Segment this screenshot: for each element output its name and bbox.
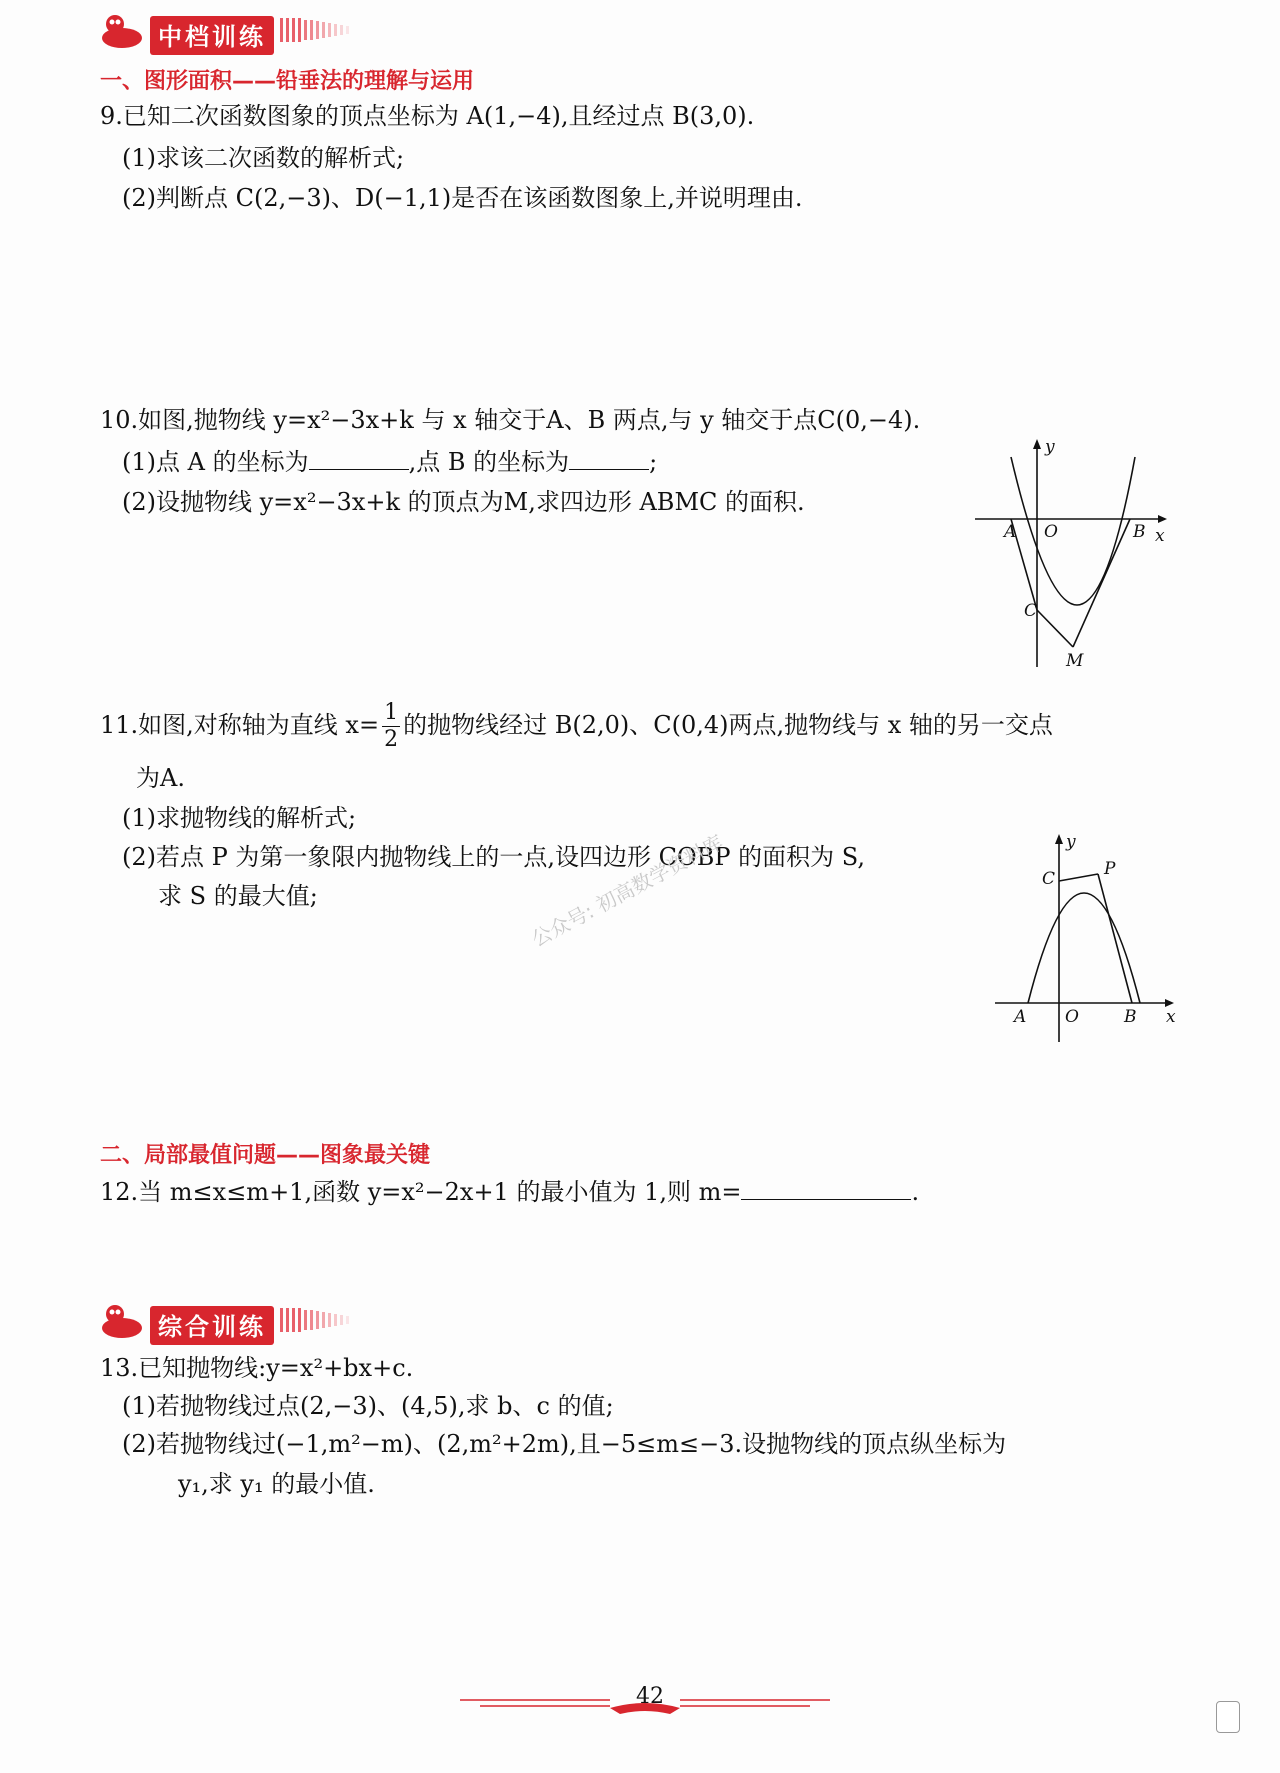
q10-part1-text-a: (1)点 A 的坐标为 bbox=[122, 448, 309, 476]
answer-blank-a[interactable] bbox=[309, 445, 409, 470]
question-13-stem: 13.已知抛物线:y=x²+bx+c. bbox=[100, 1354, 414, 1382]
badge-title: 综合训练 bbox=[150, 1306, 274, 1345]
question-11-part-2-cont: 求 S 的最大值; bbox=[158, 882, 318, 910]
label-O: O bbox=[1044, 522, 1058, 542]
badge-comprehensive-training bbox=[100, 1298, 360, 1342]
figure-q10-parabola bbox=[975, 435, 1175, 675]
question-13-part-1: (1)若抛物线过点(2,−3)、(4,5),求 b、c 的值; bbox=[122, 1392, 614, 1420]
label-A: A bbox=[1014, 1007, 1027, 1027]
q11-stem-a: 11.如图,对称轴为直线 x= bbox=[100, 711, 380, 739]
label-B: B bbox=[1133, 522, 1146, 542]
question-11-part-1: (1)求抛物线的解析式; bbox=[122, 804, 357, 832]
mascot-icon bbox=[100, 10, 144, 50]
label-y: y bbox=[1066, 832, 1076, 852]
q12-stem: 12.当 m≤x≤m+1,函数 y=x²−2x+1 的最小值为 1,则 m= bbox=[100, 1178, 742, 1206]
question-10-part-2: (2)设抛物线 y=x²−3x+k 的顶点为M,求四边形 ABMC 的面积. bbox=[122, 488, 805, 516]
fraction-numerator: 1 bbox=[384, 700, 399, 725]
badge-mid-training bbox=[100, 8, 360, 52]
label-y: y bbox=[1045, 437, 1055, 457]
question-12 bbox=[100, 1174, 919, 1210]
figure-q11-parabola bbox=[990, 830, 1190, 1045]
badge-stripes-decoration bbox=[280, 1308, 360, 1332]
scroll-handle[interactable] bbox=[1216, 1701, 1240, 1733]
answer-blank-b[interactable] bbox=[569, 445, 649, 470]
question-11-stem bbox=[100, 700, 1053, 753]
q10-part1-text-c: ; bbox=[649, 448, 658, 476]
label-B: B bbox=[1124, 1007, 1137, 1027]
fraction-one-half bbox=[382, 700, 400, 753]
watermark: 公众号: 初高数学资料库 bbox=[527, 830, 727, 952]
segment-CM bbox=[1037, 610, 1073, 647]
question-11-part-2: (2)若点 P 为第一象限内抛物线上的一点,设四边形 COBP 的面积为 S, bbox=[122, 843, 865, 871]
page-number: 42 bbox=[636, 1684, 664, 1709]
label-M: M bbox=[1066, 651, 1084, 671]
question-9-part-2: (2)判断点 C(2,−3)、D(−1,1)是否在该函数图象上,并说明理由. bbox=[122, 184, 803, 212]
segment-PB bbox=[1098, 874, 1132, 1003]
section-heading-1: 一、图形面积——铅垂法的理解与运用 bbox=[100, 69, 475, 94]
label-A: A bbox=[1004, 522, 1017, 542]
segment-MB bbox=[1073, 519, 1130, 647]
section-heading-2: 二、局部最值问题——图象最关键 bbox=[100, 1143, 431, 1168]
question-10-stem: 10.如图,抛物线 y=x²−3x+k 与 x 轴交于A、B 两点,与 y 轴交于点C(0,−4). bbox=[100, 406, 921, 434]
label-x: x bbox=[1166, 1007, 1176, 1027]
question-9-stem: 9.已知二次函数图象的顶点坐标为 A(1,−4),且经过点 B(3,0). bbox=[100, 102, 755, 130]
q12-end: . bbox=[911, 1178, 920, 1206]
question-13-part-2: (2)若抛物线过(−1,m²−m)、(2,m²+2m),且−5≤m≤−3.设抛物线的顶点纵坐标为 bbox=[122, 1430, 1007, 1458]
question-11-stem-cont: 为A. bbox=[136, 764, 185, 792]
question-10-part-1 bbox=[122, 444, 657, 480]
label-x: x bbox=[1155, 526, 1165, 546]
label-C: C bbox=[1024, 601, 1038, 621]
badge-title: 中档训练 bbox=[150, 16, 274, 55]
label-C: C bbox=[1042, 869, 1056, 889]
q11-stem-b: 的抛物线经过 B(2,0)、C(0,4)两点,抛物线与 x 轴的另一交点 bbox=[403, 711, 1053, 739]
answer-blank-m[interactable] bbox=[741, 1175, 911, 1200]
q10-part1-text-b: ,点 B 的坐标为 bbox=[408, 448, 570, 476]
parabola-curve bbox=[1028, 893, 1140, 1003]
label-O: O bbox=[1065, 1007, 1079, 1027]
badge-stripes-decoration bbox=[280, 18, 360, 42]
question-9-part-1: (1)求该二次函数的解析式; bbox=[122, 144, 405, 172]
question-13-part-2-cont: y₁,求 y₁ 的最小值. bbox=[178, 1470, 375, 1498]
label-P: P bbox=[1104, 859, 1116, 879]
mascot-icon bbox=[100, 1300, 144, 1340]
fraction-denominator: 2 bbox=[384, 727, 399, 752]
segment-CP bbox=[1059, 874, 1098, 881]
